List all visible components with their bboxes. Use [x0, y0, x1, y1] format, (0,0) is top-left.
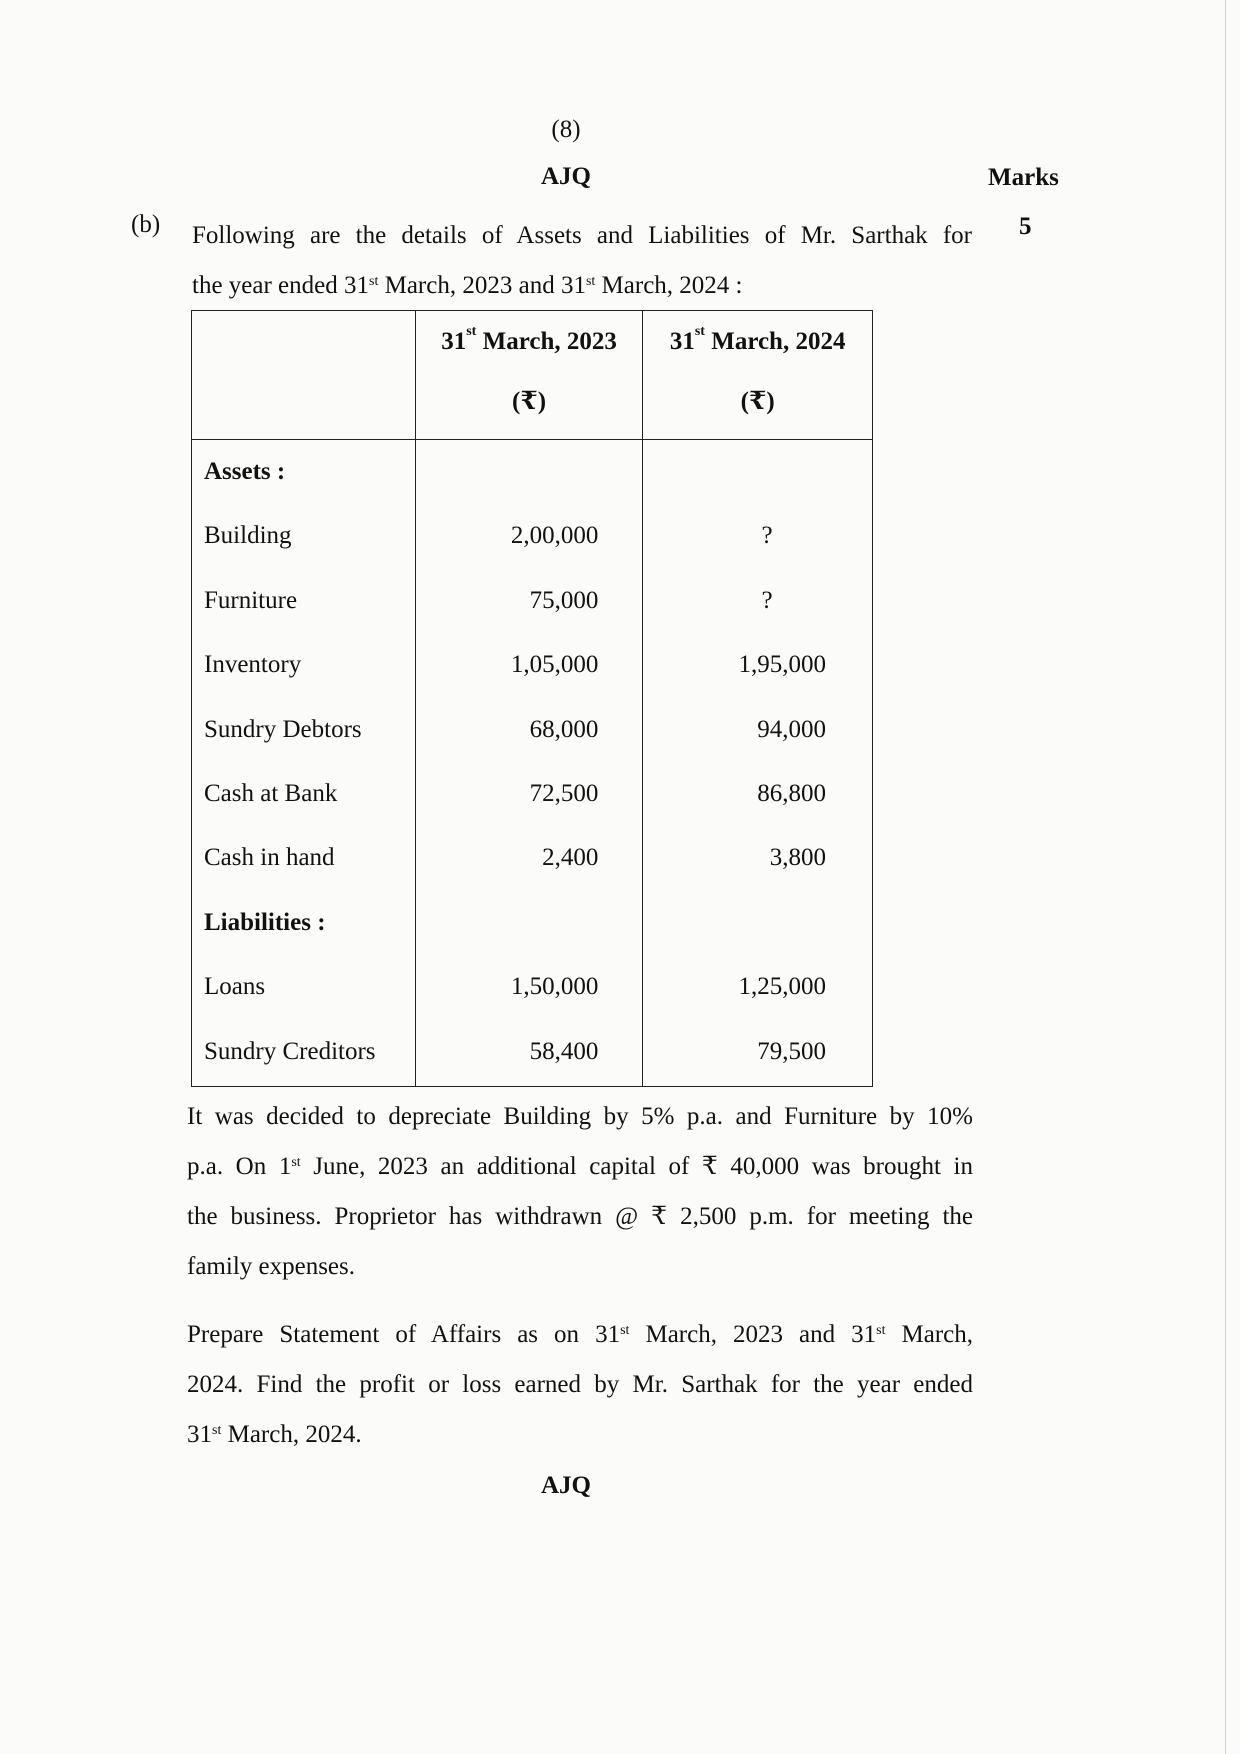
- value-2023: 72,500: [529, 779, 599, 807]
- values-2023-column: [415, 440, 643, 1087]
- table-header-row: [192, 311, 873, 440]
- value-2024: 79,500: [757, 1037, 826, 1065]
- value-2023: 1,50,000: [510, 973, 599, 1001]
- intro-line-2: the year ended 31st March, 2023 and 31st March, 2024 :: [192, 272, 743, 299]
- row-label: Cash at Bank: [204, 779, 338, 807]
- assets-liabilities-table: [191, 310, 873, 1087]
- value-2024: ?: [761, 586, 773, 614]
- value-2024: 94,000: [757, 715, 826, 743]
- row-label: Inventory: [204, 651, 302, 679]
- value-2024: 86,800: [757, 779, 826, 807]
- para1-line-1: It was decided to depreciate Building by 5% p.a. and Furniture by 10%: [187, 1103, 973, 1130]
- para1-line-4: family expenses.: [187, 1253, 356, 1280]
- value-2024: ?: [761, 522, 773, 550]
- row-label: Loans: [204, 973, 266, 1001]
- header-2024: 31st March, 2024 (₹): [643, 311, 873, 440]
- value-2024: 3,800: [769, 844, 826, 872]
- label-column: [192, 440, 416, 1087]
- para1-line-3: the business. Proprietor has withdrawn @ ₹ 2,500 p.m. for meeting the: [187, 1203, 973, 1230]
- page-number: (8): [551, 116, 581, 143]
- assets-heading: Assets :: [204, 458, 286, 485]
- row-label: Furniture: [204, 586, 298, 614]
- value-2024: 1,25,000: [738, 973, 826, 1001]
- question-marks: 5: [1019, 213, 1032, 240]
- para2-line-2: 2024. Find the profit or loss earned by Mr. Sarthak for the year ended: [187, 1371, 973, 1398]
- para1-line-2: p.a. On 1st June, 2023 an additional capital of ₹ 40,000 was brought in: [187, 1153, 973, 1180]
- currency-label: (₹): [740, 388, 775, 415]
- page-edge: [1225, 0, 1226, 1754]
- value-2023: 75,000: [529, 586, 599, 614]
- intro-line-1: Following are the details of Assets and Liabilities of Mr. Sarthak for: [192, 222, 972, 249]
- question-intro: [192, 211, 972, 311]
- row-label: Building: [204, 522, 292, 550]
- depreciation-paragraph: [187, 1092, 973, 1292]
- header-2023: 31st March, 2023 (₹): [415, 311, 643, 440]
- row-label: Sundry Creditors: [204, 1037, 376, 1065]
- instruction-paragraph: [187, 1310, 973, 1460]
- value-2023: 2,00,000: [510, 522, 599, 550]
- row-label: Sundry Debtors: [204, 715, 362, 743]
- value-2023: 58,400: [529, 1037, 599, 1065]
- row-label: Cash in hand: [204, 844, 335, 872]
- header-blank-cell: [192, 311, 416, 440]
- liabilities-heading: Liabilities :: [204, 908, 326, 936]
- table-body-row: [192, 440, 873, 1087]
- marks-header: Marks: [988, 164, 1059, 191]
- para2-line-1: Prepare Statement of Affairs as on 31st March, 2023 and 31st March,: [187, 1321, 974, 1348]
- currency-label: (₹): [512, 388, 547, 415]
- footer-code: AJQ: [541, 1472, 591, 1499]
- value-2023: 68,000: [529, 715, 599, 743]
- para2-line-3: 31st March, 2024.: [187, 1421, 362, 1448]
- value-2024: 1,95,000: [738, 651, 826, 679]
- value-2023: 2,400: [542, 844, 599, 872]
- header-code: AJQ: [541, 163, 591, 190]
- value-2023: 1,05,000: [510, 651, 599, 679]
- values-2024-column: [643, 440, 873, 1087]
- question-label: (b): [131, 211, 161, 238]
